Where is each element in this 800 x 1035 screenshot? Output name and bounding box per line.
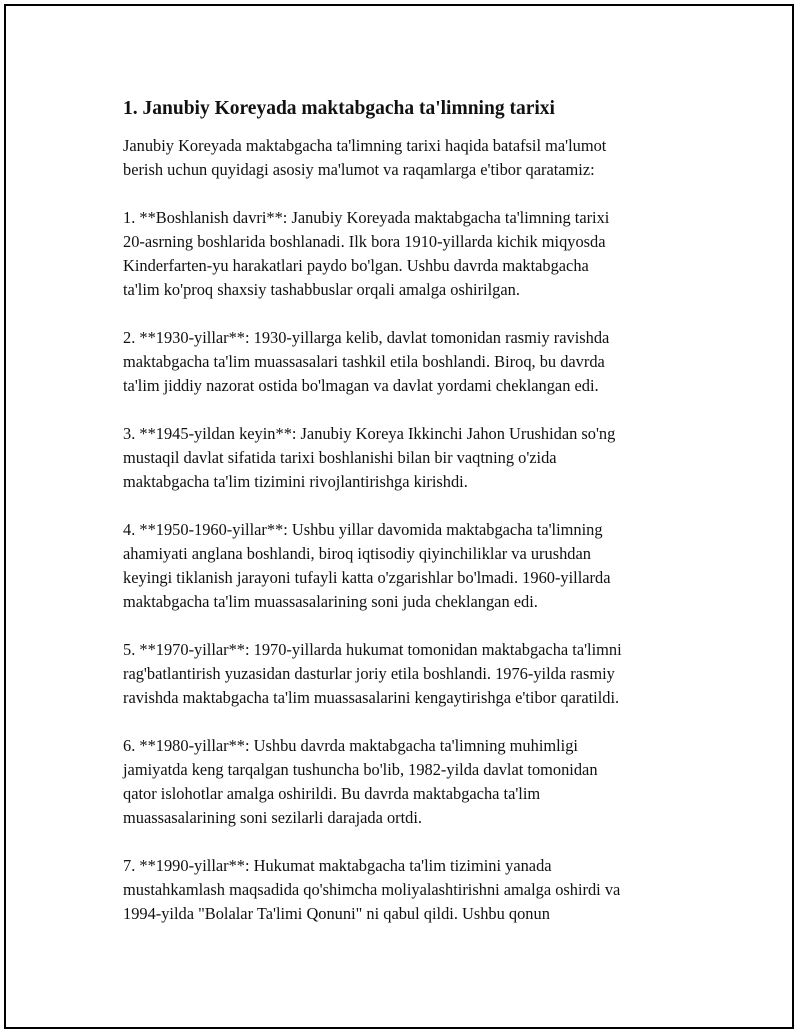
paragraph-item-6 <box>123 734 693 830</box>
text-line: jamiyatda keng tarqalgan tushuncha bo'lib, 1982-yilda davlat tomonidan <box>123 760 598 779</box>
paragraph-intro <box>123 134 693 182</box>
document-body <box>123 96 693 950</box>
document-title: 1. Janubiy Koreyada maktabgacha ta'limning tarixi <box>123 98 555 119</box>
text-line: maktabgacha ta'lim muassasalari tashkil etila boshlandi. Biroq, bu davrda <box>123 352 605 371</box>
text-line: keyingi tiklanish jarayoni tufayli katta o'zgarishlar bo'lmadi. 1960-yillarda <box>123 568 611 587</box>
text-line: 7. **1990-yillar**: Hukumat maktabgacha ta'lim tizimini yanada <box>123 856 552 875</box>
paragraph-item-5 <box>123 638 693 710</box>
text-line: 20-asrning boshlarida boshlanadi. Ilk bora 1910-yillarda kichik miqyosda <box>123 232 606 251</box>
text-line: 4. **1950-1960-yillar**: Ushbu yillar davomida maktabgacha ta'limning <box>123 520 603 539</box>
paragraph-item-7 <box>123 854 693 926</box>
text-line: qator islohotlar amalga oshirildi. Bu davrda maktabgacha ta'lim <box>123 784 541 803</box>
document-page <box>4 4 794 1029</box>
text-line: mustahkamlash maqsadida qo'shimcha moliyalashtirishni amalga oshirdi va <box>123 880 621 899</box>
text-line: 6. **1980-yillar**: Ushbu davrda maktabgacha ta'limning muhimligi <box>123 736 578 755</box>
paragraph-item-3 <box>123 422 693 494</box>
paragraph-item-4 <box>123 518 693 614</box>
text-line: berish uchun quyidagi asosiy ma'lumot va raqamlarga e'tibor qaratamiz: <box>123 160 595 179</box>
text-line: rag'batlantirish yuzasidan dasturlar joriy etila boshlandi. 1976-yilda rasmiy <box>123 664 615 683</box>
paragraph-item-1 <box>123 206 693 302</box>
text-line: ravishda maktabgacha ta'lim muassasalarini kengaytirishga e'tibor qaratildi. <box>123 688 620 707</box>
text-line: maktabgacha ta'lim tizimini rivojlantirishga kirishdi. <box>123 472 468 491</box>
text-line: 3. **1945-yildan keyin**: Janubiy Koreya Ikkinchi Jahon Urushidan so'ng <box>123 424 616 443</box>
text-line: ta'lim jiddiy nazorat ostida bo'lmagan va davlat yordami cheklangan edi. <box>123 376 599 395</box>
text-line: muassasalarining soni sezilarli darajada ortdi. <box>123 808 423 827</box>
text-line: maktabgacha ta'lim muassasalarining soni juda cheklangan edi. <box>123 592 538 611</box>
paragraph-item-2 <box>123 326 693 398</box>
text-line: 1994-yilda "Bolalar Ta'limi Qonuni" ni qabul qildi. Ushbu qonun <box>123 904 550 923</box>
text-line: mustaqil davlat sifatida tarixi boshlanishi bilan bir vaqtning o'zida <box>123 448 557 467</box>
text-line: Janubiy Koreyada maktabgacha ta'limning tarixi haqida batafsil ma'lumot <box>123 136 607 155</box>
text-line: ta'lim ko'proq shaxsiy tashabbuslar orqali amalga oshirilgan. <box>123 280 520 299</box>
text-line: 2. **1930-yillar**: 1930-yillarga kelib, davlat tomonidan rasmiy ravishda <box>123 328 610 347</box>
text-line: Kinderfarten-yu harakatlari paydo bo'lgan. Ushbu davrda maktabgacha <box>123 256 589 275</box>
text-line: ahamiyati anglana boshlandi, biroq iqtisodiy qiyinchiliklar va urushdan <box>123 544 591 563</box>
text-line: 5. **1970-yillar**: 1970-yillarda hukumat tomonidan maktabgacha ta'limni <box>123 640 622 659</box>
text-line: 1. **Boshlanish davri**: Janubiy Koreyada maktabgacha ta'limning tarixi <box>123 208 610 227</box>
